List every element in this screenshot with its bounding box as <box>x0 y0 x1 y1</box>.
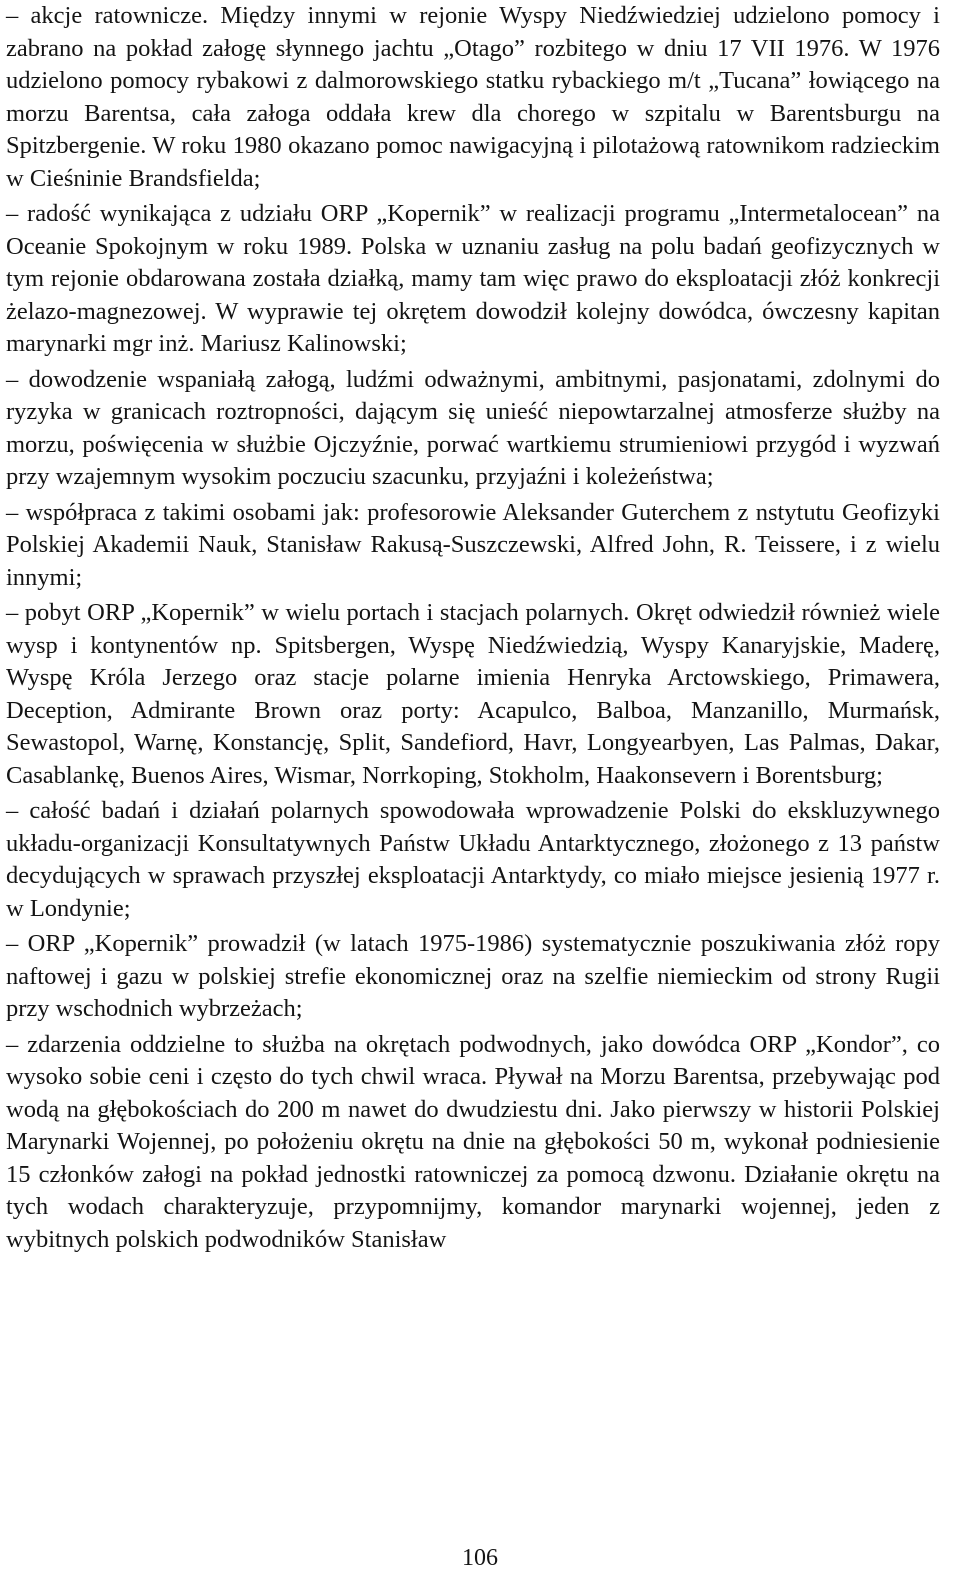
paragraph-submarine-service: – zdarzenia oddzielne to służba na okrętach podwodnych, jako dowódca ORP „Kondor”, co wysoko sobie ceni i często do tych chwil wraca. Pływał na Morzu Barentsa, przebywając pod wodą na głębokościach do 200 m nawet do dwudziestu dni. Jako pierwszy w historii Polskiej Marynarki Wojennej, po położeniu okrętu na dnie na głębokości 50 m, wykonał podniesienie 15 członków załogi na pokład jednostki ratowniczej za pomocą dzwonu. Działanie okrętu na tych wodach charakteryzuje, przypomnijmy, komandor marynarki wojennej, jeden z wybitnych polskich podwodników Stanisław <box>6 1030 940 1253</box>
document-page <box>6 0 940 1259</box>
paragraph-ports-visited: – pobyt ORP „Kopernik” w wielu portach i stacjach polarnych. Okręt odwiedził również wiele wysp i kontynentów np. Spitsbergen, Wyspę Niedźwiedzią, Wyspy Kanaryjskie, Maderę, Wyspę Króla Jerzego oraz stacje polarne imienia Henryka Arctowskiego, Primawera, Deception, Admirante Brown oraz porty: Acapulco, Balboa, Manzanillo, Murmańsk, Sewastopol, Warnę, Konstancję, Split, Sandefiord, Havr, Longyearbyen, Las Palmas, Dakar, Casablankę, Buenos Aires, Wismar, Norrkoping, Stokholm, Haakonsevern i Borentsburg; <box>6 599 940 789</box>
paragraph-crew-command: – dowodzenie wspaniałą załogą, ludźmi odważnymi, ambitnymi, pasjonatami, zdolnymi do ryzyka w granicach roztropności, dającym się unieść niepowtarzalnej atmosferze służby na morzu, poświęcenia w służbie Ojczyźnie, porwać wartkiemu strumieniowi przygód i wyzwań przy wzajemnym wysokim poczuciu szacunku, przyjaźni i koleżeństwa; <box>6 365 940 490</box>
paragraph-intermetalocean: – radość wynikająca z udziału ORP „Kopernik” w realizacji programu „Intermetalocean” na Oceanie Spokojnym w roku 1989. Polska w uznaniu zasług na polu badań geofizycznych w tym rejonie obdarowana została działką, mamy tam więc prawo do eksploatacji złóż konkrecji żelazo-magnezowej. W wyprawie tej okrętem dowodził kolejny dowódca, ówczesny kapitan marynarki mgr inż. Mariusz Kalinowski; <box>6 200 940 357</box>
paragraph-rescue-actions: – akcje ratownicze. Między innymi w rejonie Wyspy Niedźwiedziej udzielono pomocy i zabrano na pokład załogę słynnego jachtu „Otago” rozbitego w dniu 17 VII 1976. W 1976 udzielono pomocy rybakowi z dalmorowskiego statku rybackiego m/t „Tucana” łowiącego na morzu Barentsa, cała załoga oddała krew dla chorego w szpitalu w Barentsburgu na Spitzbergenie. W roku 1980 okazano pomoc nawigacyjną i pilotażową ratownikom radzieckim w Cieśninie Brandsfielda; <box>6 2 940 192</box>
page-number: 106 <box>462 1545 498 1571</box>
paragraph-antarctic-treaty: – całość badań i działań polarnych spowodowała wprowadzenie Polski do ekskluzywnego układu-organizacji Konsultatywnych Państw Układu Antarktycznego, złożonego z 13 państw decydujących w sprawach przyszłej eksploatacji Antarktydy, co miało miejsce jesienią 1977 r. w Londynie; <box>6 797 940 922</box>
paragraph-oil-gas-exploration: – ORP „Kopernik” prowadził (w latach 1975-1986) systematycznie poszukiwania złóż ropy naftowej i gazu w polskiej strefie ekonomicznej oraz na szelfie niemieckim od strony Rugii przy wschodnich wybrzeżach; <box>6 930 940 1022</box>
paragraph-cooperation: – współpraca z takimi osobami jak: profesorowie Aleksander Guterchem z nstytutu Geofizyki Polskiej Akademii Nauk, Stanisław Rakusą-Suszczewski, Alfred John, R. Teissere, i z wielu innymi; <box>6 498 940 591</box>
